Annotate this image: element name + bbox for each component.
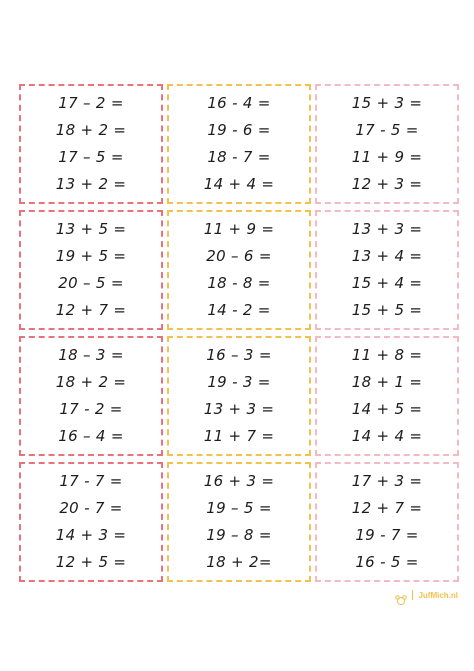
math-problem: 17 – 5 = — [58, 148, 124, 166]
math-problem: 14 + 3 = — [55, 526, 127, 544]
problem-card — [167, 336, 311, 456]
math-problem: 12 + 5 = — [55, 553, 127, 571]
math-problem: 14 - 2 = — [207, 301, 271, 319]
math-problem: 11 + 9 = — [203, 220, 275, 238]
math-problem: 12 + 7 = — [351, 499, 423, 517]
math-problem: 17 - 5 = — [355, 121, 419, 139]
math-problem: 19 – 5 = — [206, 499, 272, 517]
math-problem: 12 + 7 = — [55, 301, 127, 319]
problem-card — [315, 336, 459, 456]
math-problem: 16 - 4 = — [207, 94, 271, 112]
problem-card — [19, 84, 163, 204]
math-problem: 11 + 9 = — [351, 148, 423, 166]
math-problem: 19 - 7 = — [355, 526, 419, 544]
math-problem: 14 + 5 = — [351, 400, 423, 418]
math-problem: 13 + 2 = — [55, 175, 127, 193]
problem-card — [167, 84, 311, 204]
math-problem: 18 + 2 = — [55, 121, 127, 139]
math-problem: 12 + 3 = — [351, 175, 423, 193]
math-problem: 13 + 3 = — [203, 400, 275, 418]
math-problem: 17 - 7 = — [59, 472, 123, 490]
problem-card — [315, 462, 459, 582]
math-problem: 11 + 8 = — [351, 346, 423, 364]
math-problem: 19 – 8 = — [206, 526, 272, 544]
math-problem: 18 - 8 = — [207, 274, 271, 292]
math-problem: 13 + 5 = — [55, 220, 127, 238]
bear-logo-icon — [395, 590, 407, 600]
math-problem: 18 + 2= — [206, 553, 272, 571]
math-problem: 18 – 3 = — [58, 346, 124, 364]
problem-card — [315, 210, 459, 330]
math-problem: 16 + 3 = — [203, 472, 275, 490]
worksheet-grid — [19, 84, 461, 582]
math-problem: 20 – 6 = — [206, 247, 272, 265]
footer-brand — [395, 590, 458, 600]
math-problem: 20 - 7 = — [59, 499, 123, 517]
math-problem: 20 – 5 = — [58, 274, 124, 292]
math-problem: 19 + 5 = — [55, 247, 127, 265]
problem-card — [315, 84, 459, 204]
math-problem: 13 + 4 = — [351, 247, 423, 265]
math-problem: 19 - 6 = — [207, 121, 271, 139]
problem-card — [167, 210, 311, 330]
math-problem: 14 + 4 = — [203, 175, 275, 193]
math-problem: 17 - 2 = — [59, 400, 123, 418]
math-problem: 17 – 2 = — [58, 94, 124, 112]
math-problem: 15 + 5 = — [351, 301, 423, 319]
math-problem: 19 - 3 = — [207, 373, 271, 391]
math-problem: 15 + 4 = — [351, 274, 423, 292]
math-problem: 18 + 2 = — [55, 373, 127, 391]
problem-card — [19, 336, 163, 456]
footer-divider — [412, 590, 413, 600]
math-problem: 15 + 3 = — [351, 94, 423, 112]
math-problem: 11 + 7 = — [203, 427, 275, 445]
math-problem: 16 - 5 = — [355, 553, 419, 571]
math-problem: 16 – 3 = — [206, 346, 272, 364]
problem-card — [167, 462, 311, 582]
math-problem: 16 – 4 = — [58, 427, 124, 445]
problem-card — [19, 462, 163, 582]
math-problem: 13 + 3 = — [351, 220, 423, 238]
math-problem: 17 + 3 = — [351, 472, 423, 490]
math-problem: 18 - 7 = — [207, 148, 271, 166]
problem-card — [19, 210, 163, 330]
math-problem: 14 + 4 = — [351, 427, 423, 445]
brand-name: JufMich.nl — [418, 590, 458, 600]
math-problem: 18 + 1 = — [351, 373, 423, 391]
